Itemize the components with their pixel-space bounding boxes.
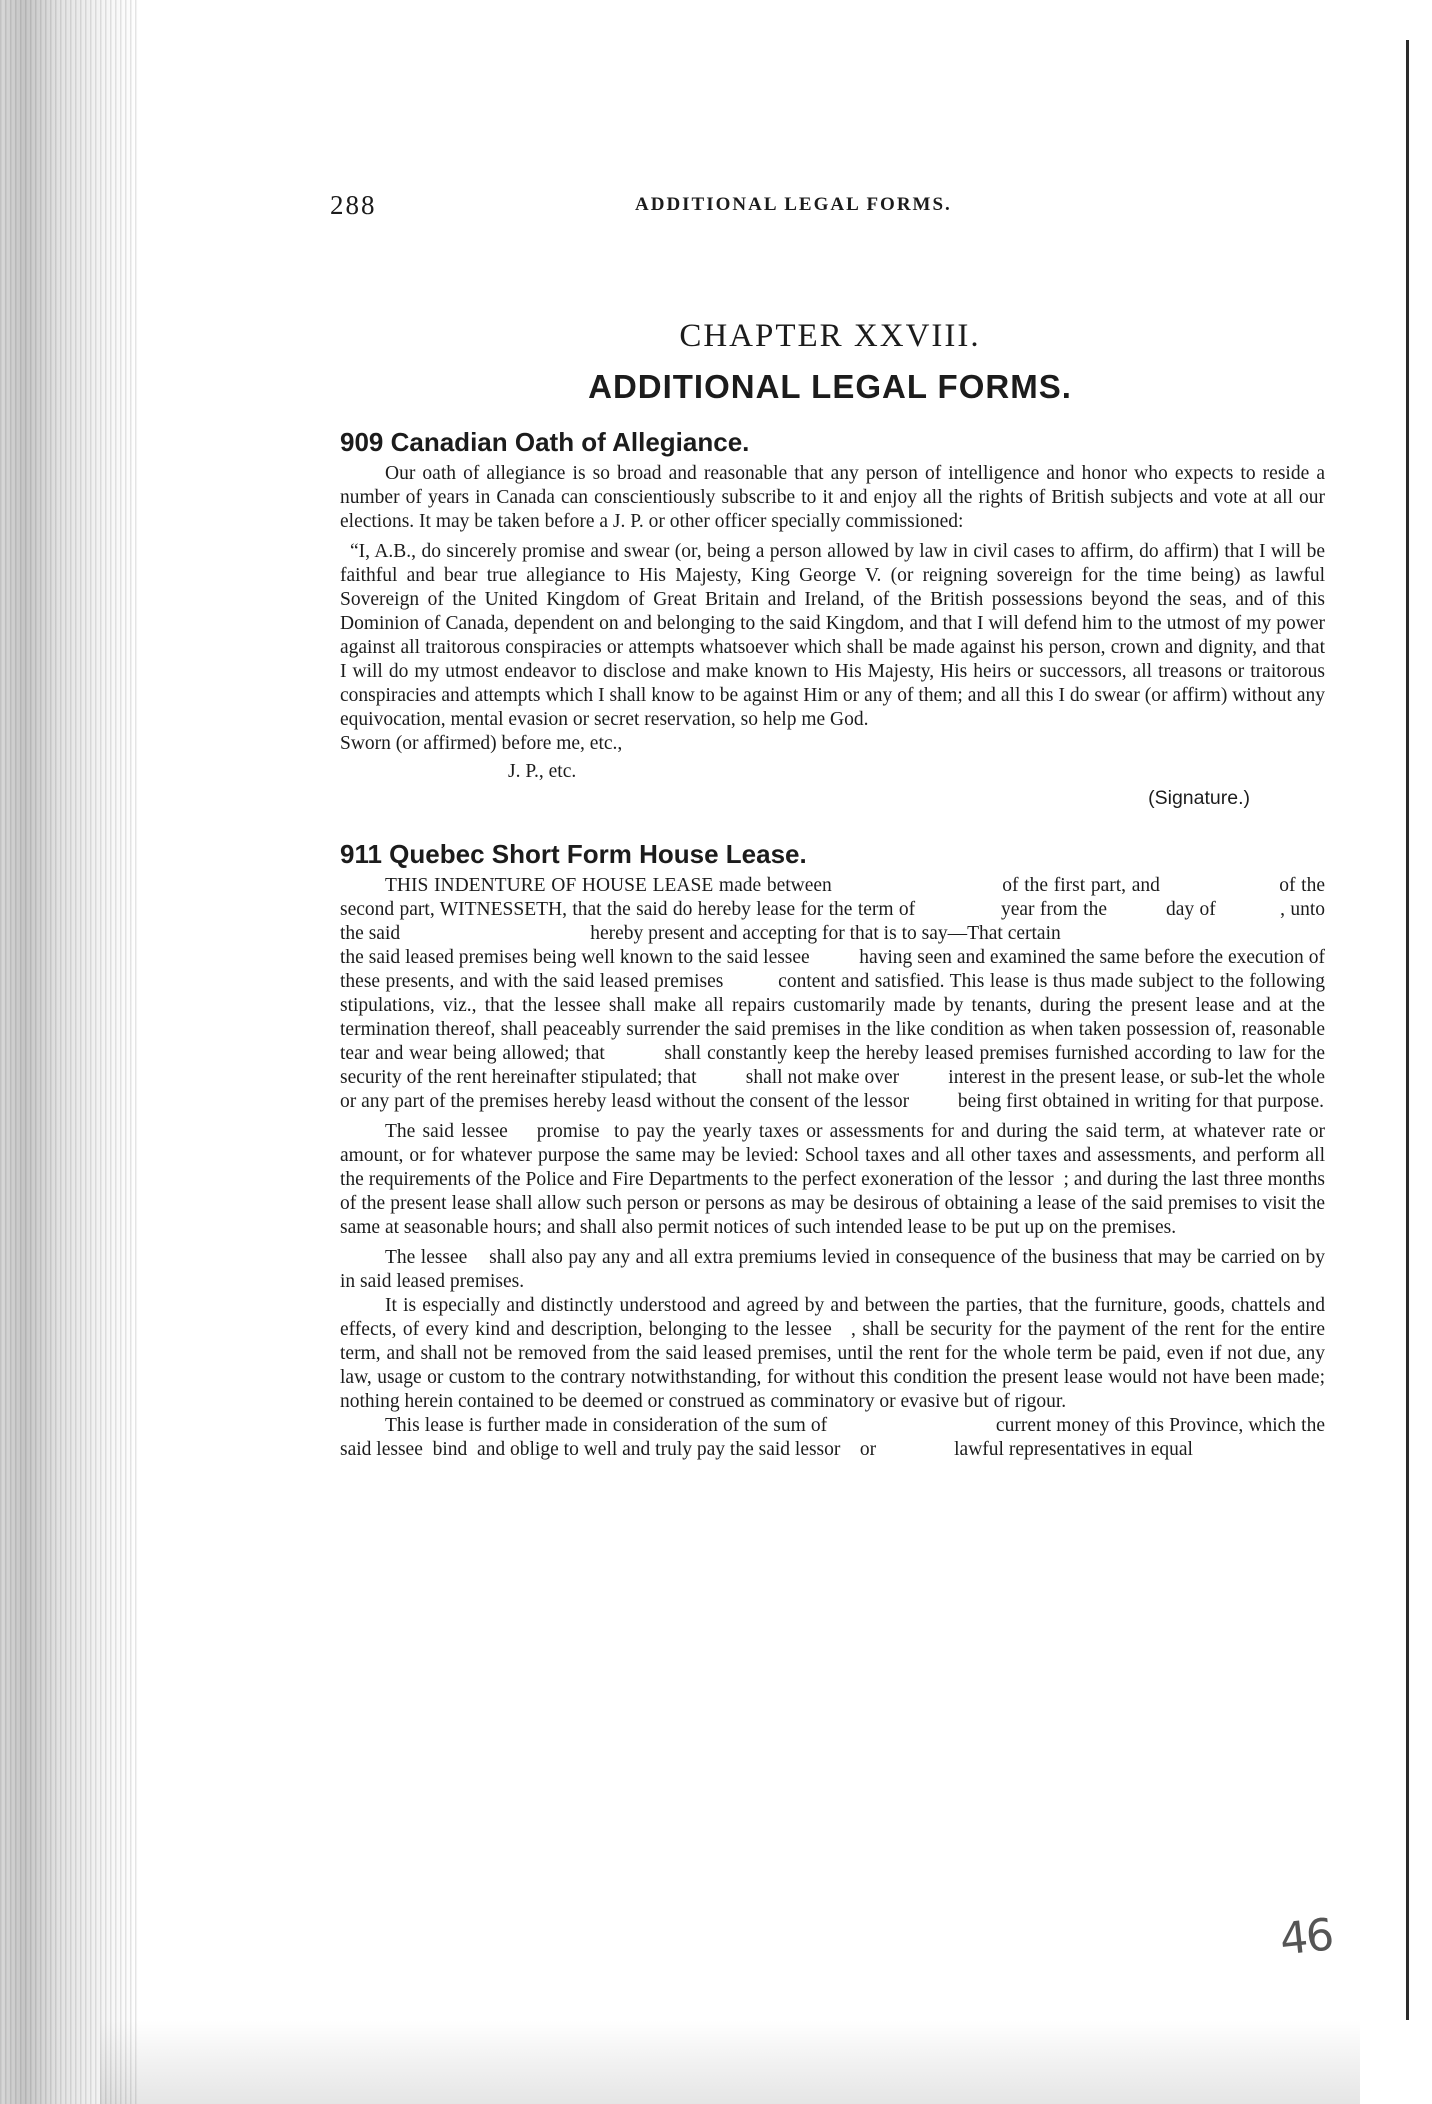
paragraph-oath: “I, A.B., do sincerely promise and swear (or, being a person allowed by law in civil cases to affirm, do affirm) that I will be faithful and bear true allegiance to His Majesty, King George V. (or reigning sovereign for the time being) as lawful Sovereign of the United Kingdom of Great Britain and Ireland, of the British possessions beyond the seas, and of this Dominion of Canada, dependent on and belonging to the said Kingdom, and that I will defend him to the utmost of my power against all traitorous conspiracies or attempts whatsoever which shall be made against his person, crown and dignity, and that I will do my utmost endeavor to disclose and make known to His Majesty, His heirs or successors, all treasons or traitorous conspiracies and attempts which I shall know to be against Him or any of them; and all this I do swear (or affirm) without any equivocation, mental evasion or secret reservation, so help me God. [340,541,1325,730]
paragraph-lease-3: The said lessee promise to pay the yearly taxes or assessments for and during the said term, at whatever rate or amount, or for whatever purpose the same may be levied: School taxes and all other taxes and assessments, and perform all the requirements of the Police and Fire Departments to the perfect exoneration of the lessor ; and during the last three months of the present lease shall allow such person or persons as may be desirous of obtaining a lease of the said premises to visit the same at seasonable hours; and shall also permit notices of such intended lease to be put up on the premises. [340,1121,1330,1238]
signature-line: (Signature.) [1148,787,1250,809]
section-heading-911: 911 Quebec Short Form House Lease. [340,839,807,869]
chapter-number: CHAPTER XXVIII. [679,318,981,354]
section-heading-909: 909 Canadian Oath of Allegiance. [340,427,750,457]
page-number: 288 [330,190,377,220]
paragraph-lease-6: This lease is further made in consideration of the sum of current money of this Province, which the said lessee bind and oblige to well and truly pay the said lessor or lawful representatives in equal [340,1415,1330,1460]
jp-line: J. P., etc. [508,761,577,782]
paragraph-lease-2: the said leased premises being well known to the said lessee having seen and examined the same before the execution of these presents, and with the said leased premises content and satisfied. This lease is thus made subject to the following stipulations, viz., that the lessee shall make all repairs customarily made by tenants, during the present lease and at the termination thereof, shall peaceably surrender the said premises in the like condition as when taken possession of, reasonable tear and wear being allowed; that shall constantly keep the hereby leased premises furnished according to law for the security of the rent hereinafter stipulated; that shall not make over interest in the present lease, or sub-let the whole or any part of the premises hereby leasd without the consent of the lessor being first obtained in writing for that purpose. [340,947,1330,1112]
handwritten-margin-note: 46 [1277,1909,1335,1966]
page-border-rule [1406,40,1409,2020]
book-page-edge [0,0,140,2104]
running-head-title: ADDITIONAL LEGAL FORMS. [635,194,952,215]
paragraph-lease-4: The lessee shall also pay any and all extra premiums levied in consequence of the business that may be carried on by in said leased premises. [340,1247,1374,1292]
page-shadow [100,2020,1360,2104]
paragraph-lease-5: It is especially and distinctly understood and agreed by and between the parties, that the furniture, goods, chattels and effects, of every kind and description, belonging to the lessee , shall be security for the payment of the rent for the entire term, and shall not be removed from the said leased premises, until the rent for the whole term be paid, even if not due, any law, usage or custom to the contrary notwithstanding, for without this condition the present lease would not have been made; nothing herein contained to be deemed or construed as comminatory or evasive but of rigour. [340,1295,1330,1412]
section-909 [340,426,1325,810]
sworn-line: Sworn (or affirmed) before me, etc., [340,733,623,754]
paragraph-intro: Our oath of allegiance is so broad and reasonable that any person of intelligence and honor who expects to reside a number of years in Canada can conscientiously subscribe to it and enjoy all the rights of British subjects and vote at all our elections. It may be taken before a J. P. or other officer specially commissioned: [340,463,1325,532]
chapter-title: ADDITIONAL LEGAL FORMS. [588,368,1072,405]
section-911 [340,838,1374,1462]
running-head [330,190,1170,230]
paragraph-lease-1: THIS INDENTURE OF HOUSE LEASE made between of the first part, and of the second part, WITNESSETH, that the said do hereby lease for the term of year from the day of , unto the said hereby present and accepting for that is to say—That certain [340,875,1330,944]
page-body [340,426,1374,1462]
